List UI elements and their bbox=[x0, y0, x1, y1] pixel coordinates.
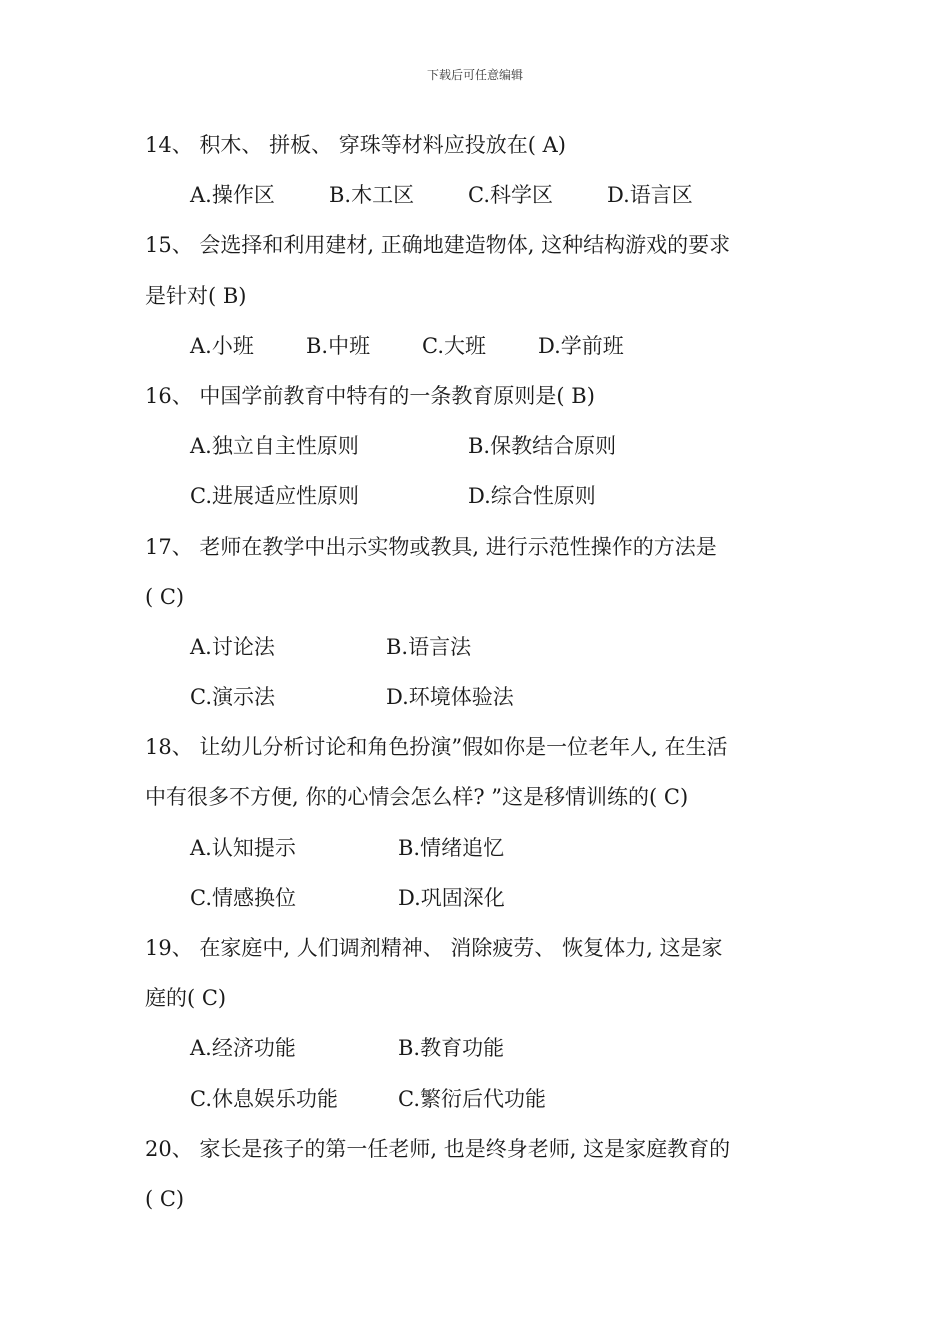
options-row bbox=[145, 622, 825, 672]
question-text: 中有很多不方便, 你的心情会怎么样? ”这是移情训练的( C) bbox=[145, 785, 689, 810]
question-text: 16、 中国学前教育中特有的一条教育原则是( B) bbox=[145, 383, 595, 408]
answer-option: C.进展适应性原则 bbox=[190, 484, 359, 509]
options-row bbox=[145, 471, 825, 521]
options-row bbox=[145, 823, 825, 873]
question-text: ( C) bbox=[145, 584, 185, 609]
options-row bbox=[145, 672, 825, 722]
options-row bbox=[145, 421, 825, 471]
answer-option: C.休息娱乐功能 bbox=[190, 1086, 338, 1111]
answer-option: B.情绪追忆 bbox=[398, 835, 505, 860]
answer-option: A.独立自主性原则 bbox=[190, 434, 359, 459]
answer-option: B.教育功能 bbox=[398, 1036, 505, 1061]
options-row bbox=[145, 1023, 825, 1073]
options-row bbox=[145, 1074, 825, 1124]
question-text: 20、 家长是孩子的第一任老师, 也是终身老师, 这是家庭教育的 bbox=[145, 1136, 731, 1161]
question-text: 庭的( C) bbox=[145, 986, 227, 1011]
question-text: 19、 在家庭中, 人们调剂精神、 消除疲劳、 恢复体力, 这是家 bbox=[145, 936, 723, 960]
question-text: 是针对( B) bbox=[145, 283, 247, 308]
answer-option: A.讨论法 bbox=[190, 634, 275, 659]
answer-option: C.演示法 bbox=[190, 685, 275, 710]
answer-option: A.经济功能 bbox=[190, 1036, 296, 1061]
question-text: 14、 积木、 拼板、 穿珠等材料应投放在( A) bbox=[145, 133, 566, 157]
question-text: 18、 让幼儿分析讨论和角色扮演”假如你是一位老年人, 在生活 bbox=[145, 735, 728, 760]
question-list bbox=[145, 120, 825, 1224]
page-header: 下载后可任意编辑 bbox=[426, 68, 523, 82]
answer-option: D.综合性原则 bbox=[468, 484, 596, 509]
answer-option: D.语言区 bbox=[607, 183, 693, 208]
answer-option: D.巩固深化 bbox=[398, 885, 505, 910]
answer-option: C.情感换位 bbox=[190, 885, 296, 910]
options-row bbox=[145, 873, 825, 923]
options-row bbox=[145, 321, 825, 371]
answer-option: D.学前班 bbox=[538, 333, 624, 358]
question-text: ( C) bbox=[145, 1186, 185, 1211]
answer-option: A.操作区 bbox=[190, 183, 275, 208]
answer-option: C.繁衍后代功能 bbox=[398, 1086, 546, 1111]
answer-option: A.小班 bbox=[190, 333, 254, 358]
answer-option: B.木工区 bbox=[329, 183, 415, 208]
answer-option: A.认知提示 bbox=[190, 835, 296, 860]
answer-option: B.中班 bbox=[306, 333, 371, 358]
answer-option: D.环境体验法 bbox=[386, 685, 514, 710]
answer-option: B.语言法 bbox=[386, 634, 472, 659]
answer-option: C.大班 bbox=[422, 333, 486, 358]
answer-option: B.保教结合原则 bbox=[468, 434, 617, 459]
options-row bbox=[145, 170, 825, 220]
answer-option: C.科学区 bbox=[468, 183, 553, 208]
question-text: 15、 会选择和利用建材, 正确地建造物体, 这种结构游戏的要求 bbox=[145, 233, 731, 258]
question-text: 17、 老师在教学中出示实物或教具, 进行示范性操作的方法是 bbox=[145, 534, 717, 559]
